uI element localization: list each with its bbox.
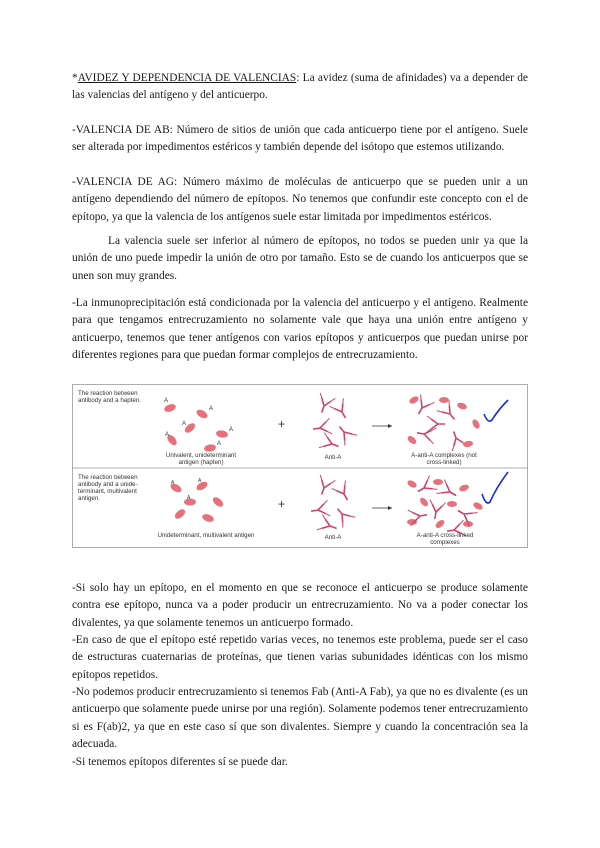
antibody-cluster-1	[312, 393, 357, 454]
avidez-definition: : La avidez (suma de afinidades) va a depender de las valencias del antígeno y del anticuerpo.	[72, 72, 528, 102]
multivalent-antigen-cluster	[169, 480, 225, 523]
figure-drawing	[72, 384, 528, 548]
svg-text:A: A	[171, 480, 175, 486]
paragraph-valencia-ab	[72, 122, 528, 157]
paragraph-avidez	[72, 70, 528, 105]
valencia-ab-text: -VALENCIA DE AB: Número de sitios de unión que cada anticuerpo tiene por el antígeno. Suele ser alterada por impedimentos estéricos y también depende del isótopo que estemos utilizando.	[72, 124, 528, 154]
fab-text: -No podemos producir entrecruzamiento si tenemos Fab (Anti-A Fab), ya que no es divalente (es un anticuerpo que solamente puede unirse por una región). Solamente podemos tener entrecruzamiento si es F(ab)2, ya que en este caso sí que son divalentes. Siempre y cuando la concentración sea la adecuada.	[72, 686, 528, 751]
cross-linked-lattice	[406, 476, 484, 540]
valencia-epitopos-text: La valencia suele ser inferior al número de epítopos, no todos se pueden unir ya que la unión de uno puede impedir la unión de otro por tamaño. Esto se de cuando los anticuerpos que se unen son muy grandes.	[72, 235, 528, 282]
check-mark-2	[482, 472, 508, 503]
section-heading: AVIDEZ Y DEPENDENCIA DE VALENCIAS	[77, 72, 297, 84]
inmunoprecipitacion-text: -La inmunoprecipitación está condicionada por la valencia del anticuerpo y el antígeno. Realmente para que tengamos entrecruzamiento no solamente vale que haya una unión entre antígeno y anticuerpo, tenemos que tener antígenos con varios epítopos y anticuerpos que puedan unirse por diferentes regiones para que puedan formar complejos de entrecruzamiento.	[72, 297, 528, 362]
valencia-ag-text: -VALENCIA DE AG: Número máximo de moléculas de anticuerpo que se pueden unir a un antígeno dependiendo del número de epítopos. No tenemos que confundir este concepto con el de epítopo, ya que la valencia de los antígenos suele estar limitada por impedimentos estéricos.	[72, 176, 528, 223]
epitopo-repetido-text: -En caso de que el epítopo esté repetido varias veces, no tenemos este problema, puede ser el caso de estructuras cuaternarias de proteínas, que tienen varias subunidades idénticas con los mismo epítopos repetidos.	[72, 634, 528, 681]
paragraph-fab	[72, 684, 528, 754]
paragraph-valencia-epitopos	[72, 233, 528, 285]
svg-text:A: A	[217, 441, 222, 447]
plus-sign-1: +	[278, 417, 286, 431]
check-mark-1	[484, 400, 508, 421]
asterisk: *	[72, 72, 78, 84]
antibody-cluster-2	[310, 475, 355, 536]
paragraph-epitopo-repetido	[72, 632, 528, 684]
svg-text:A: A	[229, 427, 234, 433]
svg-text:A: A	[182, 421, 187, 427]
epitopos-diferentes-text: -Si tenemos epítopos diferentes sí se puede dar.	[72, 756, 288, 768]
row2-caption: The reaction between antibody and a unide-terminant, multivalent antigen.	[78, 474, 138, 502]
paragraph-un-epitopo	[72, 580, 528, 632]
antibody-antigen-figure	[72, 384, 528, 548]
svg-text:A: A	[165, 432, 170, 438]
svg-text:A: A	[198, 478, 202, 484]
row2-product-label: A-anti-A cross-linked complexes	[416, 532, 474, 546]
plus-sign-2: +	[278, 497, 286, 511]
complex-cluster-1	[406, 394, 481, 451]
paragraph-inmunoprecipitacion	[72, 295, 528, 365]
un-epitopo-text: -Si solo hay un epítopo, en el momento en que se reconoce el anticuerpo se produce solamente contra ese epítopo, nunca va a poder producir un entrecruzamiento. No va a poder conectar los divalentes, ya que solamente tenemos un anticuerpo formado.	[72, 582, 528, 629]
svg-text:A: A	[164, 398, 169, 404]
svg-text:A: A	[209, 406, 214, 412]
svg-text:A: A	[187, 495, 191, 501]
figure-frame	[73, 385, 528, 548]
row1-antigen-label: Univalent, unideterminant antigen (hapten)	[165, 452, 237, 466]
row1-caption: The reaction between antibody and a hapten.	[78, 390, 141, 404]
row2-antibody-label: Anti-A	[324, 534, 342, 541]
row1-product-label: A-anti-A complexes (not cross-linked)	[411, 452, 477, 466]
row2-antigen-label: Unideterminant, multivalent antigen	[157, 532, 255, 539]
paragraph-valencia-ag	[72, 174, 528, 226]
row1-antibody-label: Anti-A	[324, 454, 342, 461]
paragraph-epitopos-diferentes	[72, 754, 528, 771]
